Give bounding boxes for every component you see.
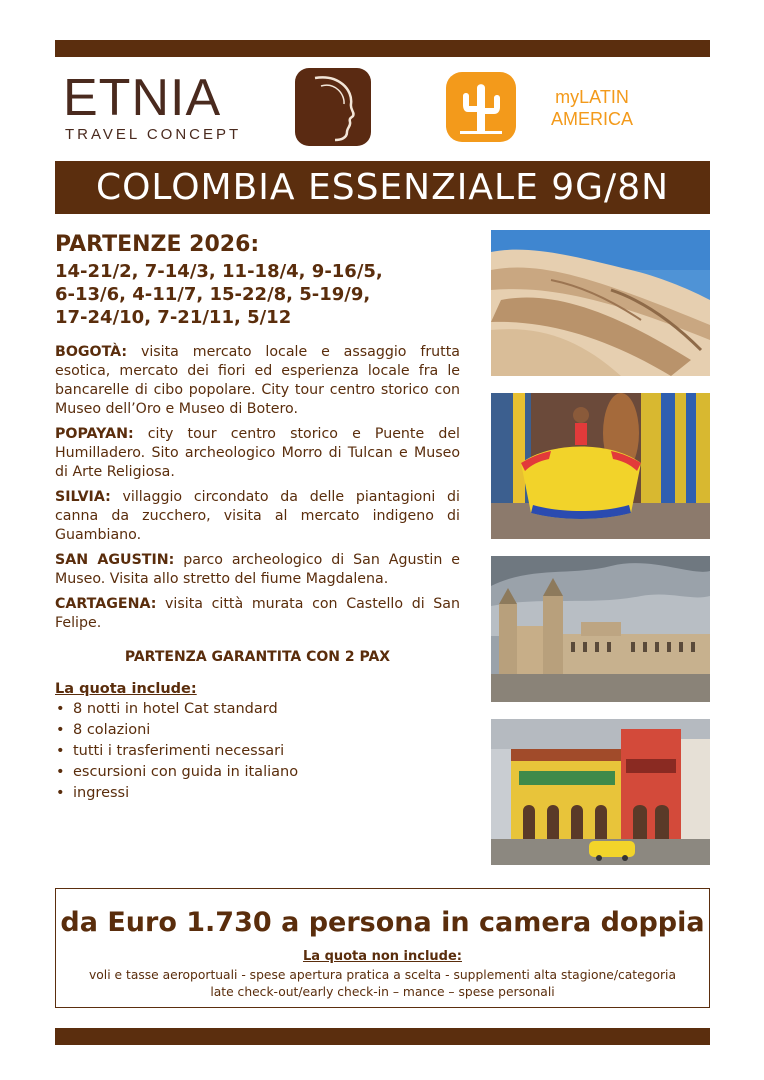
destination-text: visita mercato locale e assaggio frutta esotica, mercato dei fiori ed esperienza locale fra le bancarelle di cibo popolare. City tour centro storico con Museo dell’Oro e Museo di Botero. [55,344,460,417]
destination-name: SAN AGUSTIN: [55,552,175,568]
departures-heading: PARTENZE 2026: [55,232,260,257]
photo-bogota-cathedral [491,556,710,702]
list-item: • tutti i trasferimenti necessari [71,741,460,762]
destination-silvia [55,488,460,545]
includes-list [55,699,460,804]
destination-name: BOGOTÀ: [55,344,128,360]
photo-cartagena-street [491,719,710,865]
mylatin-america-logo [446,72,656,144]
destination-bogota [55,343,460,419]
destination-cartagena [55,595,460,633]
destination-name: SILVIA: [55,489,111,505]
not-included-heading: La quota non include: [302,949,462,964]
guaranteed-departure-note: PARTENZA GARANTITA CON 2 PAX [124,649,391,665]
list-item: • 8 notti in hotel Cat standard [71,699,460,720]
etnia-logo [63,68,373,148]
destination-name: POPAYAN: [55,426,134,442]
price-box [55,888,710,1008]
destination-text: villaggio circondato da delle piantagioni di canna da zucchero, visita al mercato indigeno di Guambiano. [55,489,460,543]
destination-text: city tour centro storico e Puente del Humilladero. Sito archeologico Morro di Tulcan e Museo di Arte Religiosa. [55,426,460,480]
page-title: COLOMBIA ESSENZIALE 9G/8N [95,167,670,208]
list-item: • escursioni con guida in italiano [71,762,460,783]
destination-popayan [55,425,460,482]
not-included-line: voli e tasse aeroportuali - spese apertura pratica a scelta - supplementi alta stagione/categoria [88,968,676,982]
title-banner [55,161,710,214]
photo-modern-architecture [491,230,710,376]
destination-text: visita città murata con Castello di San Felipe. [55,596,460,631]
destination-san-agustin [55,551,460,589]
mylatin-line2: AMERICA [550,109,633,129]
etnia-logo-word: ETNIA [63,69,222,127]
departure-dates [55,260,460,329]
not-included-line: late check-out/early check-in – mance – spese personali [210,985,555,999]
top-divider-bar [55,40,710,57]
dates-line: 17-24/10, 7-21/11, 5/12 [55,307,292,328]
destination-text: parco archeologico di San Agustin e Museo. Visita allo stretto del fiume Magdalena. [55,552,460,587]
etnia-logo-subtitle: TRAVEL CONCEPT [65,126,242,143]
mylatin-line1: myLATIN [555,87,629,107]
includes-heading: La quota include: [55,681,197,697]
price-headline: da Euro 1.730 a persona in camera doppia [60,907,705,938]
cactus-icon [446,72,516,142]
mylatin-logo-text [532,86,652,130]
main-content [55,232,460,804]
dates-line: 14-21/2, 7-14/3, 11-18/4, 9-16/5, [55,261,383,282]
dates-line: 6-13/6, 4-11/7, 15-22/8, 5-19/9, [55,284,371,305]
face-profile-icon [295,68,371,146]
destination-name: CARTAGENA: [55,596,157,612]
list-item: • 8 colazioni [71,720,460,741]
bottom-divider-bar [55,1028,710,1045]
list-item: • ingressi [71,783,460,804]
photo-colombian-dancer [491,393,710,539]
